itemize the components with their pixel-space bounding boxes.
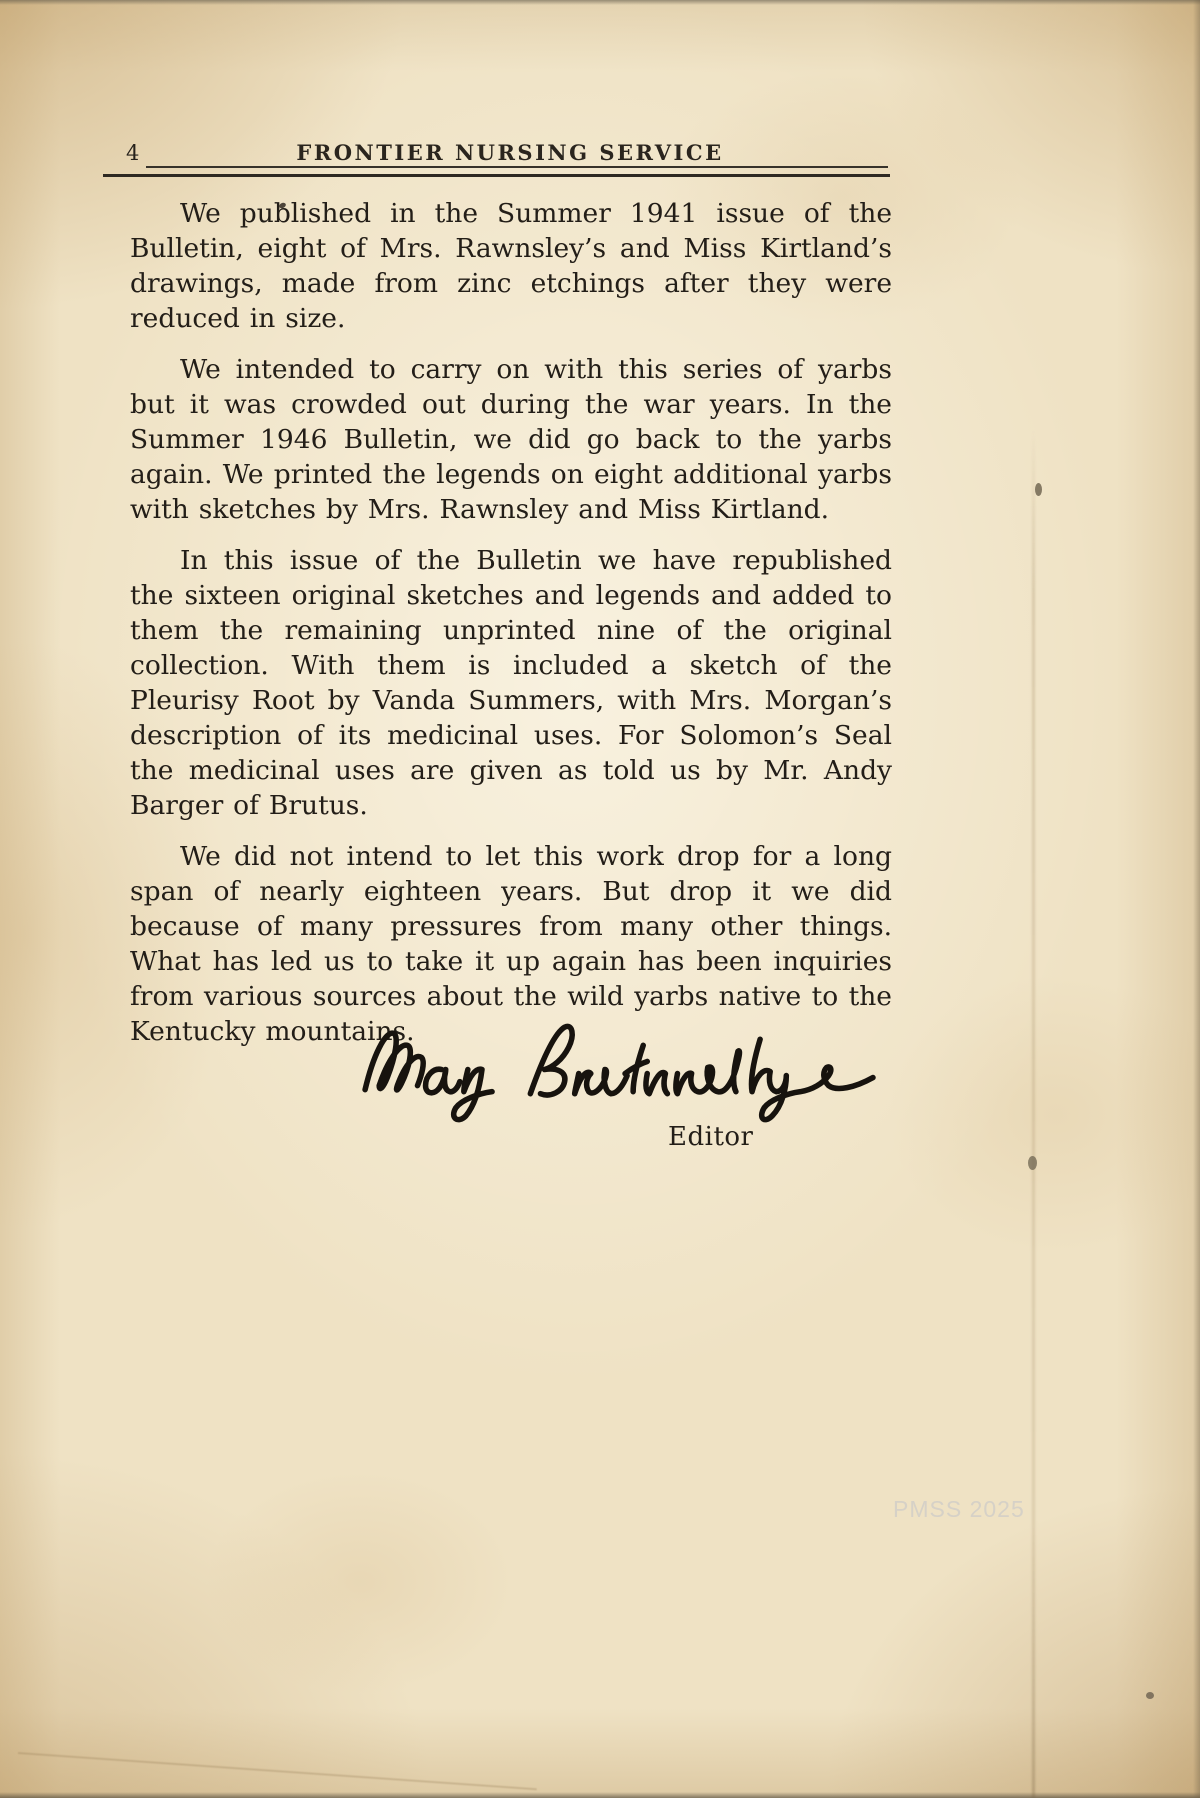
page-edge-shadow-bottom [0,1792,1200,1798]
paper-speck [1146,1692,1154,1699]
page-body [130,196,892,1049]
signature-handwriting [353,1010,877,1128]
running-title: FRONTIER NURSING SERVICE [296,140,724,165]
signature-block [353,1010,877,1128]
paper-crease [18,1752,537,1790]
signature-role: Editor [668,1122,754,1152]
page-edge-shadow-right [1193,0,1200,1798]
paragraph-4: We did not intend to let this work drop for a long span of nearly eighteen years. But drop it we did because of many pressures from many other things. What has led us to take it up again has been inquiries from various sources about the wild yarbs native to the Kentucky mountains. [130,841,892,1047]
paper-speck [1028,1156,1037,1170]
watermark: PMSS 2025 [893,1496,1025,1522]
paragraph-1: We published in the Summer 1941 issue of the Bulletin, eight of Mrs. Rawnsley’s and Miss Kirtland’s drawings, made from zinc etchings after they were reduced in size. [130,198,892,334]
running-head [126,140,890,166]
paragraph-2: We intended to carry on with this series of yarbs but it was crowded out during the war years. In the Summer 1946 Bulletin, we did go back to the yarbs again. We printed the legends on eight additional yarbs with sketches by Mrs. Rawnsley and Miss Kirtland. [130,354,892,525]
header-rule-thin [146,166,888,168]
header-rule-thick [103,174,890,177]
page-number: 4 [126,141,141,165]
paragraph-3: In this issue of the Bulletin we have republished the sixteen original sketches and legends and added to them the remaining unprinted nine of the original collection. With them is included a sketch of the Pleurisy Root by Vanda Summers, with Mrs. Morgan’s description of its medicinal uses. For Solomon’s Seal the medicinal uses are given as told us by Mr. Andy Barger of Brutus. [130,545,892,821]
page-edge-shadow-top [0,0,1200,5]
paper-speck [1035,483,1042,496]
page-curl-shadow [1032,430,1035,1798]
